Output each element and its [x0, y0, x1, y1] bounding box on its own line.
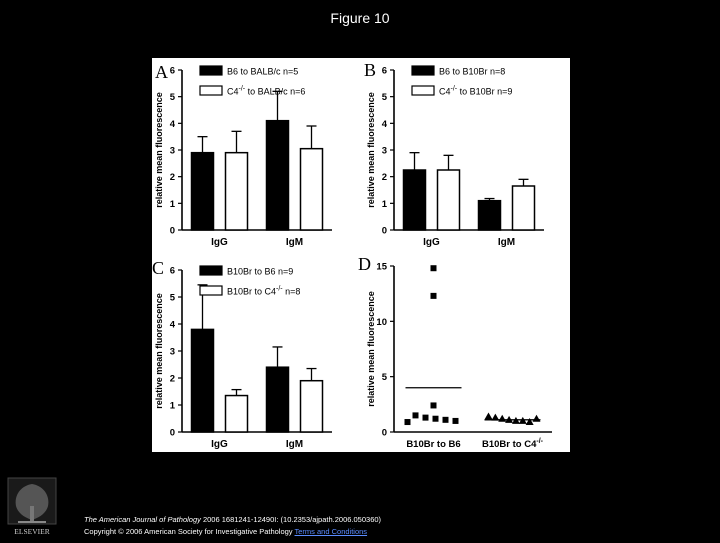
bar: [192, 153, 214, 230]
bar: [192, 329, 214, 432]
copyright-text: Copyright © 2006 American Society for Investigative Pathology: [84, 527, 295, 536]
x-tick-label: IgM: [285, 439, 304, 450]
bar: [438, 170, 460, 230]
data-point: [491, 414, 499, 421]
y-tick-label: 5: [169, 292, 175, 304]
data-point: [405, 419, 411, 425]
bar: [479, 201, 501, 230]
y-tick-label: 4: [381, 118, 387, 130]
legend-label: B6 to B10Br n=8: [439, 66, 506, 77]
data-point: [498, 415, 506, 422]
y-tick-label: 3: [169, 145, 175, 157]
panel-a: [154, 62, 332, 248]
panel-letter: D: [358, 254, 371, 274]
y-tick-label: 2: [169, 172, 175, 184]
y-axis-label: relative mean fluorescence: [154, 293, 164, 409]
legend-swatch: [412, 86, 434, 95]
elsevier-logo: [6, 476, 58, 538]
legend-label: B10Br to C4-/- n=8: [227, 285, 301, 297]
y-tick-label: 0: [169, 427, 175, 439]
y-axis-label: relative mean fluorescence: [154, 92, 164, 208]
y-tick-label: 0: [381, 225, 387, 237]
y-tick-label: 1: [169, 400, 175, 412]
data-point: [431, 402, 437, 408]
legend-swatch: [200, 86, 222, 95]
panel-b: [364, 60, 544, 248]
slide-title: Figure 10: [330, 10, 390, 26]
y-tick-label: 15: [376, 261, 387, 273]
y-tick-label: 6: [169, 65, 175, 77]
y-tick-label: 6: [169, 265, 175, 277]
panel-c: [152, 258, 332, 450]
y-axis-label: relative mean fluorescence: [366, 92, 376, 208]
panel-letter: A: [155, 62, 168, 82]
x-tick-label: IgM: [497, 237, 516, 248]
panel-letter: C: [152, 258, 165, 278]
y-tick-label: 4: [169, 319, 175, 331]
bar: [301, 149, 323, 230]
y-tick-label: 3: [381, 145, 387, 157]
data-point: [431, 293, 437, 299]
y-tick-label: 5: [169, 92, 175, 104]
x-tick-label: IgG: [211, 237, 228, 248]
data-point: [485, 413, 493, 420]
figure-panel: [152, 58, 570, 452]
footer: [84, 514, 381, 538]
y-tick-label: 6: [381, 65, 387, 77]
legend-swatch: [200, 266, 222, 275]
panel-d: [358, 254, 552, 450]
y-tick-label: 1: [381, 198, 387, 210]
y-tick-label: 5: [381, 92, 387, 104]
bar: [267, 367, 289, 432]
legend-label: B6 to BALB/c n=5: [227, 66, 299, 77]
legend-label: C4-/- to B10Br n=9: [439, 85, 513, 97]
y-tick-label: 2: [381, 172, 387, 184]
data-point: [533, 415, 541, 422]
bar: [267, 121, 289, 230]
data-point: [443, 417, 449, 423]
figure-svg: [152, 58, 570, 452]
x-tick-label: IgG: [423, 237, 440, 248]
citation-text: 2006 1681241-12490I: (10.2353/ajpath.2006.050360): [200, 515, 382, 524]
bar: [404, 170, 426, 230]
journal-name: The American Journal of Pathology: [84, 515, 201, 524]
legend-swatch: [200, 66, 222, 75]
citation-line: [84, 514, 381, 526]
y-tick-label: 0: [381, 427, 387, 439]
x-tick-label: B10Br to C4-/-: [482, 438, 543, 450]
bar: [226, 153, 248, 230]
copyright-line: [84, 526, 381, 538]
terms-link[interactable]: Terms and Conditions: [294, 527, 368, 536]
legend-label: C4-/- to BALB/c n=6: [227, 85, 306, 97]
data-point: [453, 418, 459, 424]
y-tick-label: 2: [169, 373, 175, 385]
bar: [301, 381, 323, 432]
panel-letter: B: [364, 60, 377, 80]
logo-text: ELSEVIER: [14, 527, 50, 536]
data-point: [431, 265, 437, 271]
y-tick-label: 4: [169, 118, 175, 130]
bar: [513, 186, 535, 230]
data-point: [413, 412, 419, 418]
bar: [226, 396, 248, 432]
y-tick-label: 1: [169, 198, 175, 210]
data-point: [526, 418, 534, 425]
y-tick-label: 10: [376, 316, 387, 328]
data-point: [423, 415, 429, 421]
legend-swatch: [412, 66, 434, 75]
x-tick-label: B10Br to B6: [406, 439, 461, 450]
data-point: [433, 416, 439, 422]
y-axis-label: relative mean fluorescence: [366, 291, 376, 407]
x-tick-label: IgG: [211, 439, 228, 450]
x-tick-label: IgM: [285, 237, 304, 248]
y-tick-label: 0: [169, 225, 175, 237]
legend-swatch: [200, 286, 222, 295]
y-tick-label: 3: [169, 346, 175, 358]
legend-label: B10Br to B6 n=9: [227, 266, 294, 277]
y-tick-label: 5: [381, 372, 387, 384]
